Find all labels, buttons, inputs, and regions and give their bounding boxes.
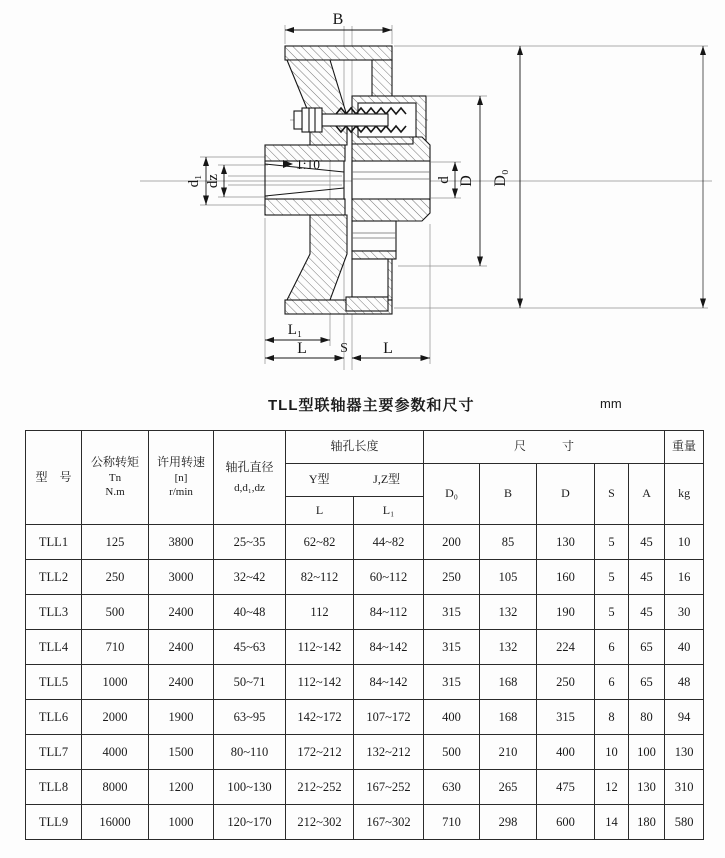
dim-label-dz: dz (205, 173, 221, 189)
dim-label-L1: L₁ (287, 322, 303, 338)
unit-label: mm (600, 396, 622, 411)
table-cell: 10 (665, 525, 704, 560)
table-cell: 167~302 (354, 805, 424, 840)
col-header-D: D (537, 464, 595, 525)
dim-label-D: D (458, 175, 475, 187)
table-cell: 107~172 (354, 700, 424, 735)
speed-line1: 许用转速 (156, 455, 205, 470)
table-cell: 60~112 (354, 560, 424, 595)
hex-nut-icon (302, 108, 322, 132)
table-cell: 8000 (82, 770, 149, 805)
table-cell: 210 (480, 735, 537, 770)
col-header-L: L (286, 497, 354, 525)
table-cell: 1200 (149, 770, 214, 805)
table-cell: 400 (537, 735, 595, 770)
col-header-bore-types (286, 464, 424, 497)
bore-line1: 轴孔直径 (225, 459, 274, 474)
speed-line3: r/min (169, 486, 193, 499)
table-cell: 167~252 (354, 770, 424, 805)
taper-label: 1:10 (296, 157, 321, 172)
table-cell: 265 (480, 770, 537, 805)
table-row (26, 700, 704, 735)
table-cell: 84~112 (354, 595, 424, 630)
table-cell: 105 (480, 560, 537, 595)
table-cell: 82~112 (286, 560, 354, 595)
table-cell: 132 (480, 630, 537, 665)
table-cell: 500 (424, 735, 480, 770)
table-cell: 2400 (149, 595, 214, 630)
table-cell: 710 (82, 630, 149, 665)
table-cell: TLL3 (26, 595, 82, 630)
table-header (26, 431, 704, 525)
table-row (26, 560, 704, 595)
col-header-B: B (480, 464, 537, 525)
table-cell: 44~82 (354, 525, 424, 560)
table-cell: 180 (629, 805, 665, 840)
table-cell: 172~212 (286, 735, 354, 770)
table-cell: TLL4 (26, 630, 82, 665)
table-cell: 6 (595, 630, 629, 665)
right-hub-section (346, 137, 430, 311)
col-header-A: A (629, 464, 665, 525)
table-cell: 130 (629, 770, 665, 805)
table-cell: 16000 (82, 805, 149, 840)
table-cell: 112 (286, 595, 354, 630)
table-cell: 630 (424, 770, 480, 805)
table-cell: 250 (537, 665, 595, 700)
jz-type-label: J,Z型 (373, 472, 401, 487)
table-cell: 500 (82, 595, 149, 630)
table-cell: TLL7 (26, 735, 82, 770)
table-cell: 120~170 (214, 805, 286, 840)
table-cell: 112~142 (286, 630, 354, 665)
table-cell: 100~130 (214, 770, 286, 805)
table-row (26, 735, 704, 770)
col-header-L1: L₁ (354, 497, 424, 525)
table-cell: 65 (629, 665, 665, 700)
table-cell: 12 (595, 770, 629, 805)
table-cell: 32~42 (214, 560, 286, 595)
torque-line1: 公称转矩 (90, 455, 139, 470)
coupling-section-drawing (0, 0, 725, 380)
torque-line3: N.m (105, 486, 125, 499)
table-cell: 84~142 (354, 665, 424, 700)
table-cell: TLL9 (26, 805, 82, 840)
parameters-table (25, 430, 704, 840)
speed-line2: [n] (174, 472, 188, 484)
table-cell: 8 (595, 700, 629, 735)
table-row (26, 805, 704, 840)
table-cell: 6 (595, 665, 629, 700)
col-header-bore-length: 轴孔长度 (286, 431, 424, 464)
table-cell: 112~142 (286, 665, 354, 700)
table-cell: TLL6 (26, 700, 82, 735)
table-cell: 315 (424, 665, 480, 700)
table-cell: 142~172 (286, 700, 354, 735)
table-cell: 1500 (149, 735, 214, 770)
table-cell: 250 (82, 560, 149, 595)
table-cell: 1000 (149, 805, 214, 840)
table-cell: 10 (595, 735, 629, 770)
table-cell: TLL8 (26, 770, 82, 805)
table-body (26, 525, 704, 840)
col-header-weight: 重量 (665, 431, 704, 464)
table-cell: 168 (480, 665, 537, 700)
table-cell: 100 (629, 735, 665, 770)
table-cell: 65 (629, 630, 665, 665)
col-header-torque (82, 431, 149, 525)
table-cell: 5 (595, 560, 629, 595)
table-row (26, 525, 704, 560)
table-cell: 40~48 (214, 595, 286, 630)
table-cell: 132~212 (354, 735, 424, 770)
table-cell: 94 (665, 700, 704, 735)
table-title-row (0, 394, 725, 418)
table-cell: 200 (424, 525, 480, 560)
table-cell: 30 (665, 595, 704, 630)
table-cell: 315 (424, 630, 480, 665)
table-cell: 84~142 (354, 630, 424, 665)
dim-label-S: S (340, 341, 348, 356)
table-cell: 600 (537, 805, 595, 840)
table-cell: 190 (537, 595, 595, 630)
table-cell: 250 (424, 560, 480, 595)
table-cell: 212~302 (286, 805, 354, 840)
table-cell: 580 (665, 805, 704, 840)
table-cell: 48 (665, 665, 704, 700)
dim-label-B: B (332, 11, 344, 28)
table-cell: 45 (629, 595, 665, 630)
dim-label-d: d (436, 176, 452, 184)
table-cell: 125 (82, 525, 149, 560)
table-cell: 85 (480, 525, 537, 560)
col-header-weight-unit: kg (665, 464, 704, 525)
table-cell: 224 (537, 630, 595, 665)
col-header-bore (214, 431, 286, 525)
table-cell: 2000 (82, 700, 149, 735)
torque-line2: Tn (108, 472, 122, 484)
col-header-model: 型 号 (26, 431, 82, 525)
table-cell: 168 (480, 700, 537, 735)
table-cell: 2400 (149, 630, 214, 665)
table-cell: 62~82 (286, 525, 354, 560)
table-cell: TLL1 (26, 525, 82, 560)
table-cell: 475 (537, 770, 595, 805)
table-cell: 160 (537, 560, 595, 595)
table-cell: 40 (665, 630, 704, 665)
bore-line2: d,d₁,dz (234, 482, 265, 495)
table-cell: 45 (629, 525, 665, 560)
table-row (26, 595, 704, 630)
table-cell: 16 (665, 560, 704, 595)
table-title: TLL型联轴器主要参数和尺寸 (268, 397, 475, 414)
y-type-label: Y型 (308, 472, 330, 487)
dim-label-L-left: L (297, 340, 307, 357)
table-cell: 80~110 (214, 735, 286, 770)
col-header-dimensions: 尺 寸 (424, 431, 665, 464)
table-cell: 5 (595, 595, 629, 630)
table-cell: 1000 (82, 665, 149, 700)
table-cell: 3000 (149, 560, 214, 595)
left-hub-section (265, 145, 345, 215)
table-row (26, 630, 704, 665)
table-cell: 4000 (82, 735, 149, 770)
dim-label-L-right: L (383, 340, 393, 357)
table-cell: 315 (537, 700, 595, 735)
table-cell: 710 (424, 805, 480, 840)
table-cell: 130 (665, 735, 704, 770)
table-cell: TLL5 (26, 665, 82, 700)
table-row (26, 770, 704, 805)
table-cell: TLL2 (26, 560, 82, 595)
table-cell: 310 (665, 770, 704, 805)
table-row (26, 665, 704, 700)
col-header-S: S (595, 464, 629, 525)
table-cell: 1900 (149, 700, 214, 735)
table-cell: 130 (537, 525, 595, 560)
table-cell: 5 (595, 525, 629, 560)
table-cell: 14 (595, 805, 629, 840)
table-cell: 63~95 (214, 700, 286, 735)
col-header-speed (149, 431, 214, 525)
table-cell: 3800 (149, 525, 214, 560)
dim-label-D0: D₀ (492, 169, 509, 187)
table-cell: 2400 (149, 665, 214, 700)
table-cell: 212~252 (286, 770, 354, 805)
table-cell: 80 (629, 700, 665, 735)
dim-label-d1: d₁ (186, 174, 202, 188)
table-cell: 132 (480, 595, 537, 630)
table-cell: 45~63 (214, 630, 286, 665)
table-cell: 45 (629, 560, 665, 595)
table-cell: 298 (480, 805, 537, 840)
table-cell: 25~35 (214, 525, 286, 560)
table-cell: 50~71 (214, 665, 286, 700)
table-cell: 315 (424, 595, 480, 630)
table-cell: 400 (424, 700, 480, 735)
col-header-D0: D₀ (424, 464, 480, 525)
